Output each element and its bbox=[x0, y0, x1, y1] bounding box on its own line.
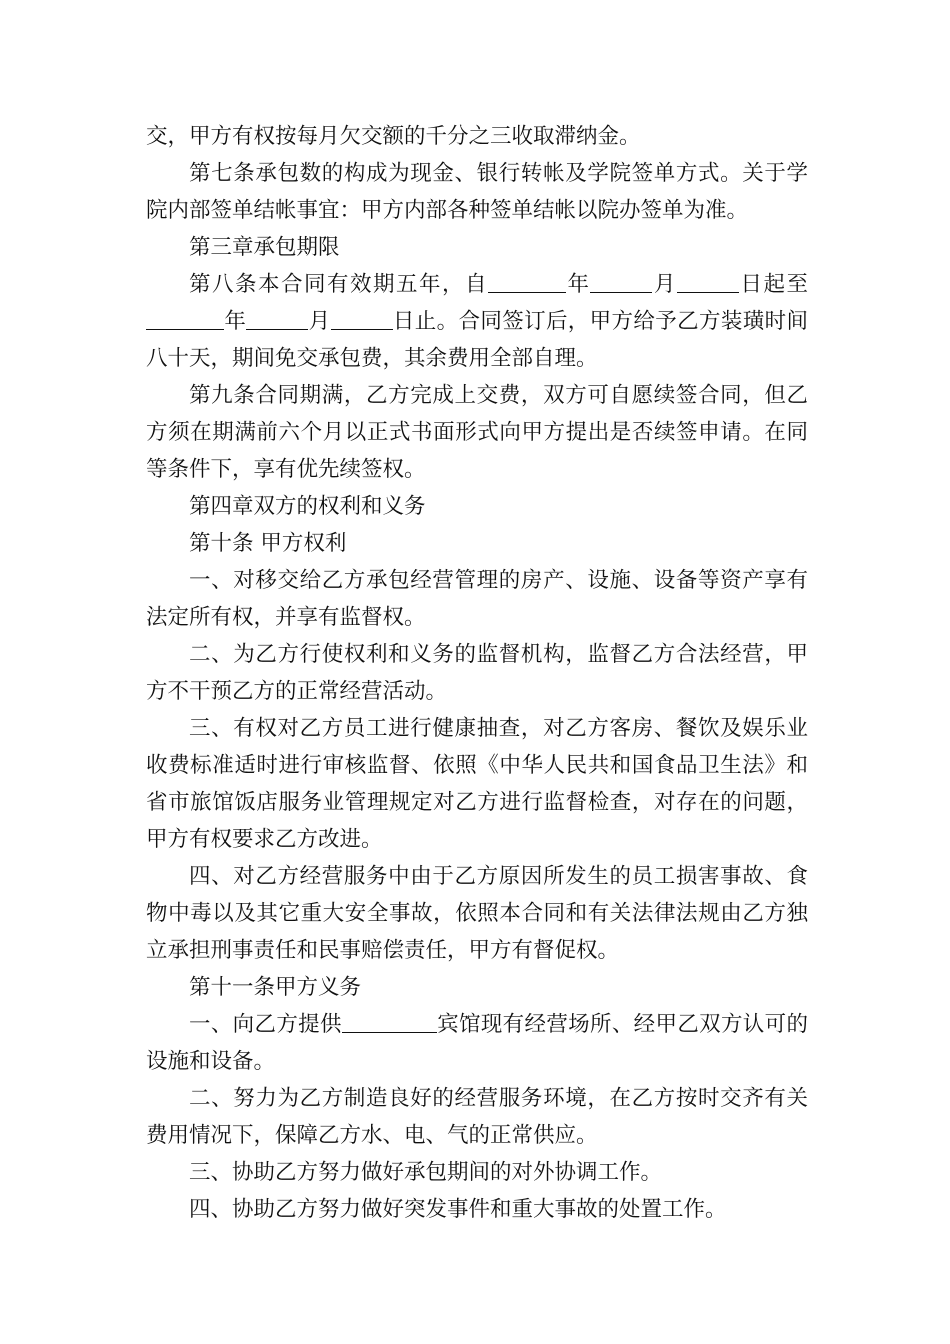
article-11-item-4: 四、协助乙方努力做好突发事件和重大事故的处置工作。 bbox=[189, 1197, 727, 1222]
article-8-text-e: 年 bbox=[224, 309, 247, 334]
start-day-blank bbox=[677, 270, 739, 293]
end-day-blank bbox=[331, 307, 393, 330]
chapter-4-heading: 第四章双方的权利和义务 bbox=[189, 494, 426, 519]
article-10-item-2: 二、为乙方行使权利和义务的监督机构，监督乙方合法经营，甲方不干预乙方的正常经营活动。 bbox=[146, 642, 808, 704]
article-9: 第九条合同期满，乙方完成上交费，双方可自愿续签合同，但乙方须在期满前六个月以正式书面形式向甲方提出是否续签申请。在同等条件下，享有优先续签权。 bbox=[146, 383, 808, 482]
article-10-item-3: 三、有权对乙方员工进行健康抽查，对乙方客房、餐饮及娱乐业收费标准适时进行审核监督、依照《中华人民共和国食品卫生法》和省市旅馆饭店服务业管理规定对乙方进行监督检查，对存在的问题，甲方有权要求乙方改进。 bbox=[146, 716, 808, 852]
article-11-item-3: 三、协助乙方努力做好承包期间的对外协调工作。 bbox=[189, 1160, 663, 1185]
article-8-text-f: 月 bbox=[308, 309, 331, 334]
article-11-item-1 bbox=[146, 1006, 808, 1080]
article-8-text-b: 年 bbox=[565, 272, 591, 297]
article-11-item-2: 二、努力为乙方制造良好的经营服务环境，在乙方按时交齐有关费用情况下，保障乙方水、电、气的正常供应。 bbox=[146, 1086, 808, 1148]
article-7: 第七条承包数的构成为现金、银行转帐及学院签单方式。关于学院内部签单结帐事宜：甲方内部各种签单结帐以院办签单为准。 bbox=[146, 161, 808, 223]
article-10-item-4: 四、对乙方经营服务中由于乙方原因所发生的员工损害事故、食物中毒以及其它重大安全事故，依照本合同和有关法律法规由乙方独立承担刑事责任和民事赔偿责任，甲方有督促权。 bbox=[146, 864, 808, 963]
article-8-text-g: 日止。合同签订后，甲方给予乙方装璜时间八十天，期间免交承包费，其余费用全部自理。 bbox=[146, 309, 808, 371]
article-10-item-1: 一、对移交给乙方承包经营管理的房产、设施、设备等资产享有法定所有权，并享有监督权。 bbox=[146, 568, 808, 630]
article-8-text-d: 日起至 bbox=[738, 272, 808, 297]
article-8-text-a: 第八条本合同有效期五年，自 bbox=[189, 272, 488, 297]
article-11-item-1-text-b: 宾馆现有经营场所、经甲乙双方认可的设施和设备。 bbox=[146, 1012, 808, 1074]
paragraph-late-fee: 交，甲方有权按每月欠交额的千分之三收取滞纳金。 bbox=[146, 124, 641, 149]
end-year-blank bbox=[146, 307, 224, 330]
chapter-3-heading: 第三章承包期限 bbox=[189, 235, 340, 260]
start-year-blank bbox=[488, 270, 566, 293]
start-month-blank bbox=[590, 270, 652, 293]
hotel-name-blank bbox=[342, 1010, 437, 1033]
article-11-heading: 第十一条甲方义务 bbox=[189, 975, 362, 1000]
end-month-blank bbox=[246, 307, 308, 330]
article-10-heading: 第十条 甲方权利 bbox=[189, 531, 347, 556]
document-page bbox=[146, 118, 808, 1228]
article-8-text-c: 月 bbox=[652, 272, 677, 297]
article-11-item-1-text-a: 一、向乙方提供 bbox=[189, 1012, 342, 1037]
article-8 bbox=[146, 266, 808, 377]
